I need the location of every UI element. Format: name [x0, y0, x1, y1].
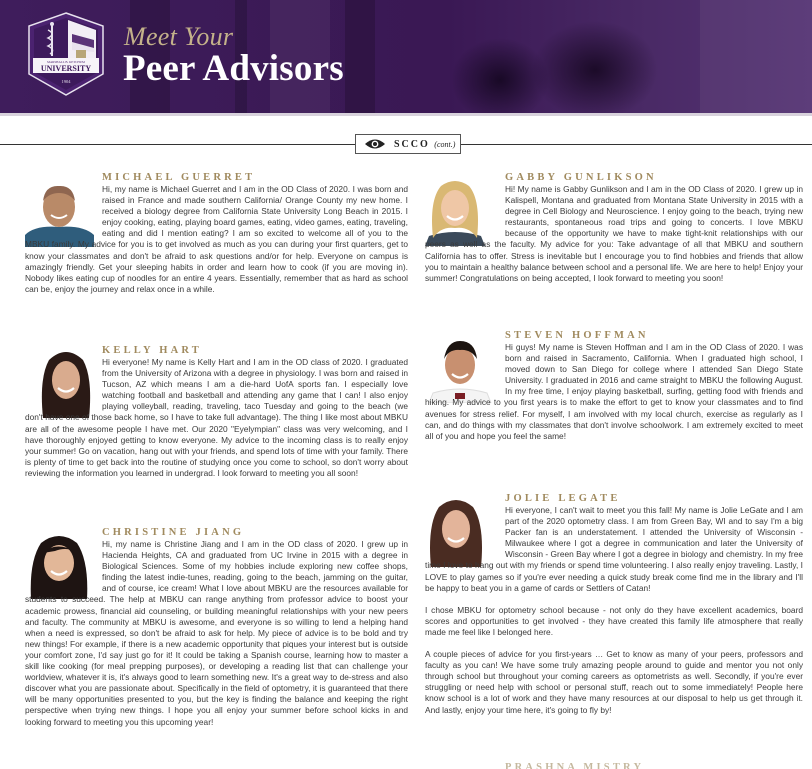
advisor-bio: Hi everyone, I can't wait to meet you this fall! My name is Jolie LeGate and I am part of the 2020 optometry class. I am from Green Bay, WI and to say I'm a big Packer fan is an understatement. I attended the University of Wisconsin - Milwaukee where I got a degree in communication and later the University of Wisconsin - Green Bay where I got a degree in biology and chemistry. In my free time I love to hang out with my friends or spend time volunteering. I also really enjoy traveling. Lastly, I LOVE to play games so if you're ever needing a quick study break come find me in the library and I'll be happy to beat you in a game of cards or Settlers of Catan! I chose MBKU for optometry school because - not only do they have excellent academics, board scores and opportunities to get involved - they have created this family life atmosphere that really made me feel like I belonged here. A couple pieces of advice for you first-years … Get to know as many of your peers, professors and faculty as you can! We have some truly amazing people around to guide and mentor you not only through school but throughout your coming careers as optometrists as well. Secondly, if you're ever struggling or need help with school or personal stuff, reach out to some immediately! People here know school is a lot of work and they have many resources at our disposal to help us get through it. And lastly, enjoy your time here, it's going to fly by!: [425, 505, 803, 715]
section-label: SCCO (cont.): [394, 138, 456, 150]
advisor-bio: Hi guys! My name is Steven Hoffman and I am in the OD Class of 2020. I was born and raised in Sacramento, California. When I graduated high school, I moved down to San Diego for college where I attended San Diego State University. I graduated in 2016 and came straight to MBKU the following August. In my free time, I enjoy playing basketball, surfing, getting food with friends and hiking. My advice to you first years is to make the effort to get to know your classmates and to find avenues for stress relief. For myself, I am involved with my local church, exercise as regularly as I can, and do things with my classmates that don't involve schoolwork. I am extremely excited to meet all of you and hope you feel the same!: [425, 342, 803, 441]
advisor-name: MICHAEL GUERRET: [102, 172, 256, 183]
advisor-card-michael-guerret: [25, 172, 408, 332]
eye-icon: [364, 138, 386, 150]
advisor-bio: Hi everyone! My name is Kelly Hart and I am in the OD class of 2020. I graduated from the University of Arizona with a degree in physiology. I was born and raised in Tucson, AZ which means I am a die-hard UofA sports fan. I especially love watching football and basketball and attending any game that I can! I also enjoy playing volleyball, reading, traveling, taco Tuesday and going to the beach (we don't have one of those back home, so I have to take full advantage). The thing I like most about MBKU are all of the awesome people I have met. Our 2020 "Eyelympian" class was very welcoming, and I have thoroughly enjoyed getting to know everyone. My advice to the incoming class is to really enjoy your summer! Go on vacation, hang out with your friends, and spend lots of time with your family. There is plenty of time to get back into the routine of studying once you come to school, so don't worry about reviewing the information you learned in undergrad. I look forward to meeting you all soon!: [25, 357, 408, 478]
banner-bottom-border: [0, 113, 812, 116]
page-title: Peer Advisors: [123, 48, 344, 89]
advisor-card-gabby-gunlikson: [425, 172, 803, 322]
svg-text:1904: 1904: [61, 79, 71, 84]
banner-bg-shade: [345, 0, 375, 116]
banner-subtitle: Meet Your: [124, 22, 234, 51]
advisor-card-steven-hoffman: [425, 330, 803, 470]
advisor-name: CHRISTINE JIANG: [102, 527, 245, 538]
advisor-card-jolie-legate: [425, 493, 803, 763]
advisor-name: GABBY GUNLIKSON: [505, 172, 657, 183]
svg-text:UNIVERSITY: UNIVERSITY: [40, 64, 92, 73]
advisor-card-kelly-hart: [25, 345, 408, 515]
advisor-name: STEVEN HOFFMAN: [505, 330, 649, 341]
advisor-bio: Hi, my name is Christine Jiang and I am in the OD class of 2020. I grew up in Hacienda Heights, CA and graduated from UC Irvine in 2015 with a degree in Biological Sciences. Some of my hobbies include exploring new coffee shops, finding the latest indie-tunes, reading, going to the beach, jamming on the guitar, and of course, ice cream! What I love about MBKU are the resources available for students to succeed. The help at MBKU can range anything from professor advice to boost your academic prowess, financial aid counseling, or building meaningful relationships with your new peers and faculty. The community at MBKU is awesome, and everyone is so willing to lend a helping hand when a need is expressed, so don't be afraid to ask for help. My piece of advice is to be bold and try new things! For example, if there is a new academic opportunity that piques your interest but is outside your comfort zone, I'd say just go for it! It could be taking a Spanish course, learning how to master a skill like cooking (for meal prepping purposes), or developing a reading list that can challenge your worldview, whatever it is, it's always good to learn something new. It's a great way to de-stress and also discover what you are passionate about. Specifically in the field of optometry, it is guaranteed that there will be many opportunities presented to you, but the key is finding the balance and keeping the right perspective when trying new things. I hope you all enjoy your summer before school kicks in and looking forward to meeting you this upcoming year!: [25, 539, 408, 727]
advisor-card-christine-jiang: [25, 527, 408, 767]
banner-bg-light: [700, 0, 812, 116]
advisor-name: KELLY HART: [102, 345, 202, 356]
university-crest-logo: [28, 12, 104, 96]
advisor-name-partial: PRASHNA MISTRY: [505, 762, 645, 769]
svg-text:MARSHALL B. KETCHUM: MARSHALL B. KETCHUM: [47, 60, 85, 64]
header-banner: [0, 0, 812, 116]
section-tag: [355, 134, 461, 154]
advisor-name: JOLIE LEGATE: [505, 493, 621, 504]
advisor-bio: Hi! My name is Gabby Gunlikson and I am in the OD Class of 2020. I grew up in Kalispell, Montana and graduated from Montana State University in 2015 with a degree in Cell Biology and Neuroscience. I enjoy going to the beach, trying new restaurants, spontaneous road trips and going to concerts. I love MBKU because of the opportunity we have to make tight-knit relationships with our peers as well as the faculty. My advice for you: Take advantage of all that MBKU and southern California has to offer. Stress is inevitable but I encourage you to find hobbies and friends that allow you to maintain a healthy balance between school and a personal life. We are here to help! Enjoy your summer! Congratulations on being accepted, I look forward to meeting you soon!: [425, 184, 803, 283]
advisor-bio: Hi, my name is Michael Guerret and I am in the OD Class of 2020. I was born and raised in France and made southern California/ Orange County my new home. I received a biology degree from California State University Long Beach in 2015. I enjoy cooking, eating, playing board games, eating, video games, eating, traveling, eating and did I mention eating? I am so excited to welcome all of you to the MBKU family. My advice for you is to get involved as much as you can during your first quarters, get to know your classmates and don't be afraid to ask questions and/or for help. Everyone on campus is amazingly friendly. Get your sleeping habits in order and learn how to cook (if you are moving in). Nobody likes eating cup of noodles for an entire 4 years. Essentially, remember that as hard as school can be, enjoy the journey and relax once in a while.: [25, 184, 408, 294]
